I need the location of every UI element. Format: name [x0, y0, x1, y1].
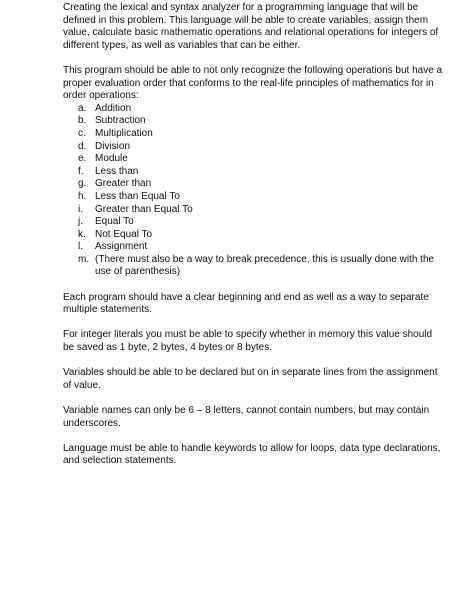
operation-text: Greater than Equal To	[95, 203, 193, 215]
operation-item	[63, 178, 443, 191]
operation-letter: f.	[78, 165, 84, 177]
keywords-paragraph: Language must be able to handle keywords to allow for loops, data type declarations, and selection statements.	[63, 442, 441, 467]
operation-letter: k.	[78, 228, 86, 240]
operation-letter: b.	[78, 115, 87, 127]
operation-item	[63, 115, 443, 128]
integer-literals-paragraph: For integer literals you must be able to specify whether in memory this value should be saved as 1 byte, 2 bytes, 4 bytes or 8 bytes.	[63, 329, 433, 354]
operation-text: Addition	[95, 102, 132, 114]
program-structure-paragraph: Each program should have a clear beginning and end as well as a way to separate multiple statements.	[63, 291, 429, 316]
operation-item	[63, 153, 443, 166]
operation-text: Not Equal To	[95, 228, 153, 240]
operation-letter: e.	[78, 153, 87, 165]
operation-text: Equal To	[95, 216, 134, 228]
operation-item	[63, 254, 443, 279]
operation-item	[63, 204, 443, 217]
operation-text: Subtraction	[95, 115, 146, 127]
operation-text: Less than Equal To	[95, 190, 180, 202]
operation-letter: h.	[78, 190, 87, 202]
operation-letter: a.	[78, 102, 87, 114]
intro-paragraph: Creating the lexical and syntax analyzer for a programming language that will be defined in this problem. This language will be able to create variables, assign them value, calculate basic mathematic operations and relational operations for integers of different types, as well as variables that can be either.	[63, 2, 439, 51]
operation-letter: c.	[78, 127, 86, 139]
variable-names-paragraph: Variable names can only be 6 – 8 letters, cannot contain numbers, but may contain underscores.	[63, 405, 430, 429]
operation-item	[63, 128, 443, 141]
operation-letter: l.	[78, 241, 83, 253]
operation-text: Multiplication	[95, 127, 153, 139]
operations-list	[63, 103, 443, 279]
operation-letter: g.	[78, 178, 87, 190]
variable-declaration-paragraph: Variables should be able to be declared but on in separate lines from the assignment of value.	[63, 367, 438, 391]
document-body	[63, 2, 443, 481]
operation-text: Module	[95, 153, 128, 165]
operation-text: Division	[95, 140, 131, 152]
operation-letter: i.	[78, 203, 83, 215]
operation-item	[63, 141, 443, 154]
operation-item	[63, 166, 443, 179]
operation-text: (There must also be a way to break precedence, this is usually done with the use of parenthesis)	[95, 253, 435, 278]
operation-text: Less than	[95, 165, 139, 177]
operation-letter: j.	[78, 216, 83, 228]
operation-item	[63, 229, 443, 242]
operation-item	[63, 191, 443, 204]
operation-item	[63, 241, 443, 254]
operations-intro-paragraph: This program should be able to not only recognize the following operations but have a proper evaluation order that conforms to the real-life principles of mathematics for in order operations:	[63, 64, 443, 102]
operation-text: Assignment	[95, 241, 148, 253]
operation-letter: m.	[78, 253, 90, 265]
operation-item	[63, 103, 443, 116]
operation-text: Greater than	[95, 178, 152, 190]
operation-letter: d.	[78, 140, 87, 152]
operation-item	[63, 216, 443, 229]
